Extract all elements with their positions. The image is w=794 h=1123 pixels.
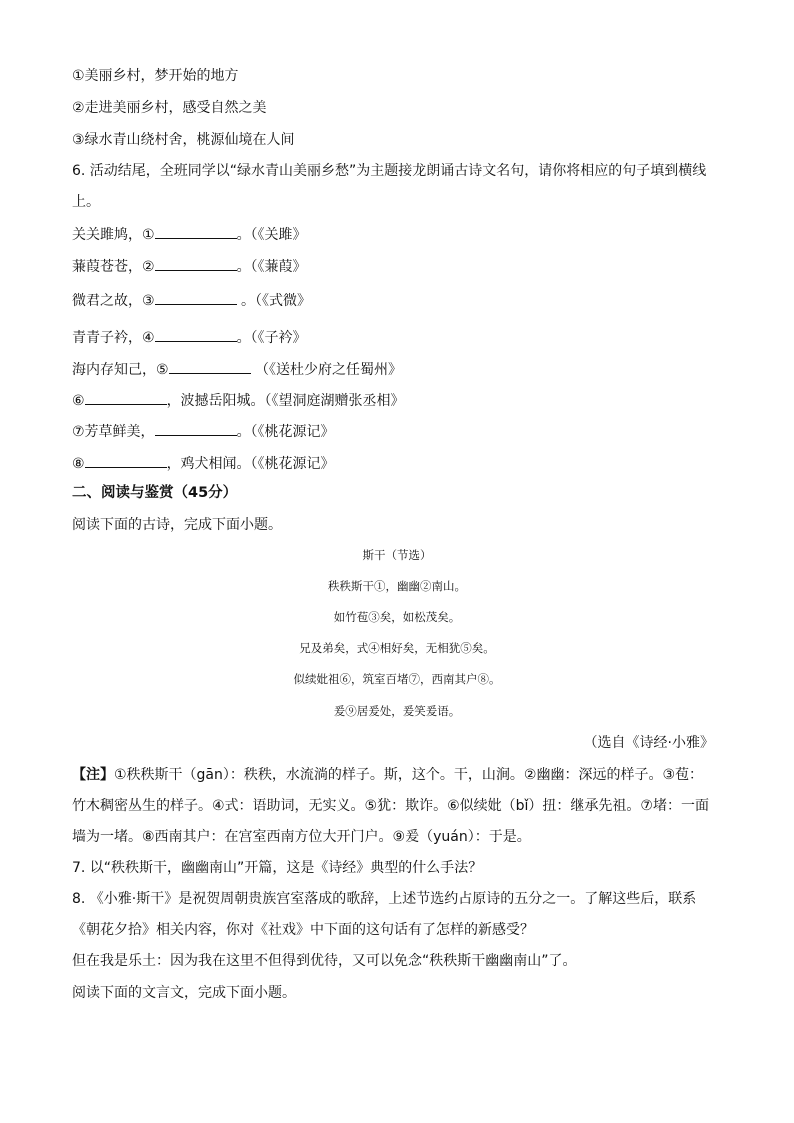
answer-blank-2[interactable]: [155, 255, 237, 271]
notes-line-1: 【注】①秩秩斯干（gān）：秩秩，水流淌的样子。斯，这个。干，山涧。②幽幽：深远的样子。③苞：: [72, 767, 703, 783]
fill-item-6: ⑥ ，波撼岳阳城。（《望洞庭湖赠张丞相》: [72, 389, 405, 411]
poem-line-1: 秩秩斯干①，幽幽②南山。: [328, 579, 466, 593]
fill-item-5: 海内存知己，⑤ （《送杜少府之任蜀州》: [72, 358, 402, 380]
closing-instruction: 阅读下面的文言文，完成下面小题。: [72, 985, 296, 1001]
answer-blank-3[interactable]: [155, 289, 237, 305]
question-6-text: 6. 活动结尾，全班同学以“绿水青山美丽乡愁”为主题接龙朗诵古诗文名句，请你将相应的句子填到横线: [72, 163, 707, 179]
question-8-line-1: 8. 《小雅·斯干》是祝贺周朝贵族宫室落成的歌辞，上述节选约占原诗的五分之一。了解这些后，联系: [72, 891, 697, 907]
notes-line-3: 墙为一堵。⑧西南其户：在宫室西南方位大开门户。⑨爰（yuán）：于是。: [72, 829, 531, 845]
section-intro: 阅读下面的古诗，完成下面小题。: [72, 517, 282, 533]
question-8-quote: 但在我是乐土：因为我在这里不但得到优待，又可以免念“秩秩斯干幽幽南山”了。: [72, 953, 577, 969]
poem-line-4: 似续妣祖⑥，筑室百堵⑦，西南其户⑧。: [293, 672, 501, 686]
answer-blank-5[interactable]: [169, 358, 251, 374]
poem-source: （选自《诗经·小雅》: [583, 735, 714, 751]
option-2: ②走进美丽乡村，感受自然之美: [72, 100, 267, 116]
question-8-line-2: 《朝花夕拾》相关内容，你对《社戏》中下面的这句话有了怎样的新感受？: [72, 922, 534, 938]
fill-item-1: 关关雎鸠，① 。（《关雎》: [72, 223, 307, 245]
notes-tag: 【注】: [72, 767, 114, 783]
option-1: ①美丽乡村，梦开始的地方: [72, 68, 239, 84]
fill-item-4: 青青子衿，④ 。（《子衿》: [72, 326, 307, 348]
answer-blank-7[interactable]: [155, 420, 237, 436]
fill-item-2: 蒹葭苍苍，② 。（《蒹葭》: [72, 255, 307, 277]
notes-line-2: 竹木稠密丛生的样子。④式：语助词，无实义。⑤犹：欺诈。⑥似续妣（bǐ）扭：继承先祖。⑦堵：一面: [72, 798, 709, 814]
answer-blank-6[interactable]: [85, 389, 167, 405]
question-6-text-cont: 上。: [72, 194, 100, 210]
answer-blank-8[interactable]: [85, 452, 167, 468]
answer-blank-4[interactable]: [155, 326, 237, 342]
fill-item-3: 微君之故，③ 。（《式微》: [72, 289, 311, 311]
poem-line-3: 兄及弟矣，式④相好矣，无相犹⑤矣。: [299, 641, 495, 655]
option-3: ③绿水青山绕村舍，桃源仙境在人间: [72, 132, 295, 148]
poem-line-5: 爰⑨居爰处，爰笑爰语。: [333, 704, 461, 718]
poem-title: 斯干（节选）: [362, 548, 432, 562]
fill-item-8: ⑧ ，鸡犬相闻。（《桃花源记》: [72, 452, 335, 474]
section-heading: 二、阅读与鉴赏（45分）: [72, 485, 238, 501]
fill-item-7: ⑦芳草鲜美， 。（《桃花源记》: [72, 420, 335, 442]
question-7: 7. 以“秩秩斯干，幽幽南山”开篇，这是《诗经》典型的什么手法？: [72, 860, 483, 876]
poem-line-2: 如竹苞③矣，如松茂矣。: [333, 610, 461, 624]
answer-blank-1[interactable]: [155, 223, 237, 239]
